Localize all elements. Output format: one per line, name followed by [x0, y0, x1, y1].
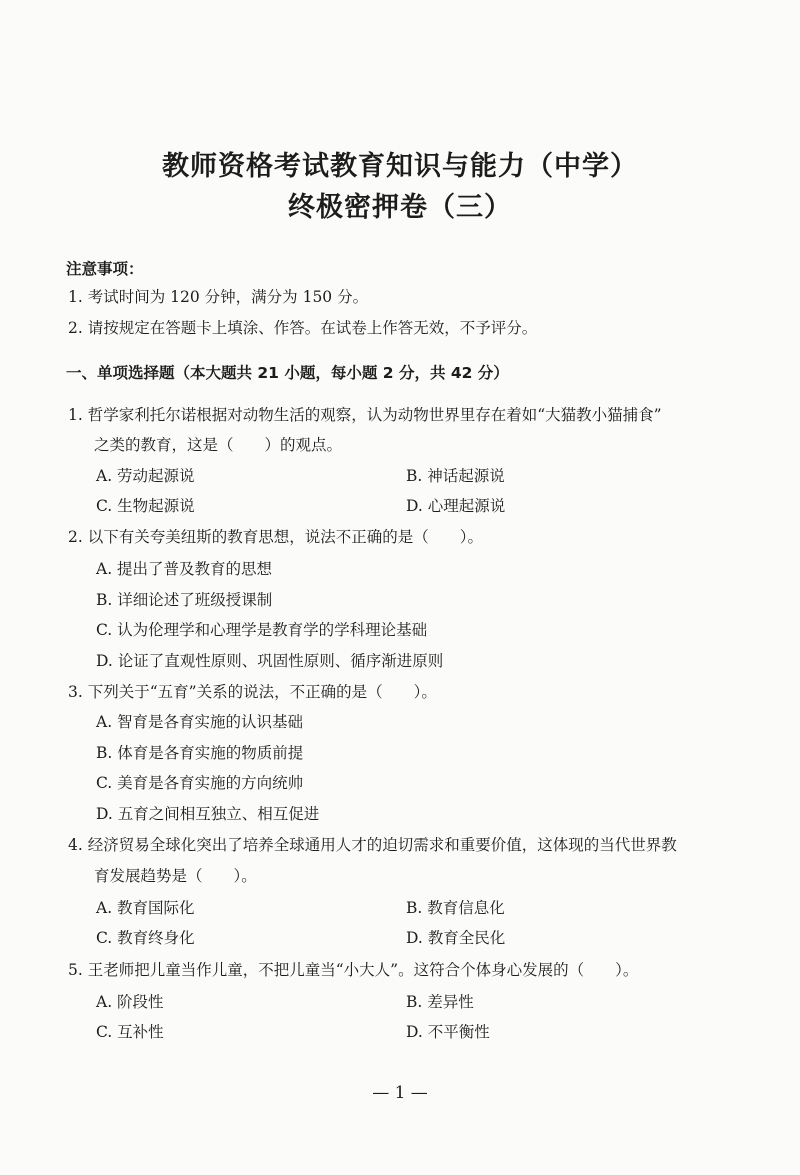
note-item: 2. 请按规定在答题卡上填涂、作答。在试卷上作答无效，不予评分。 [68, 319, 538, 337]
option-c: C. 认为伦理学和心理学是教育学的学科理论基础 [96, 621, 428, 639]
page-number: — 1 — [372, 1083, 428, 1103]
option-c: C. 教育终身化 [96, 929, 195, 947]
question-stem: 4. 经济贸易全球化突出了培养全球通用人才的迫切需求和重要价值，这体现的当代世界教 [68, 836, 677, 854]
question-stem: 1. 哲学家利托尔诺根据对动物生活的观察，认为动物世界里存在着如“大猫教小猫捕食” [68, 406, 662, 424]
option-c: C. 互补性 [96, 1023, 164, 1041]
question-stem: 5. 王老师把儿童当作儿童，不把儿童当“小大人”。这符合个体身心发展的（ ）。 [68, 961, 639, 979]
option-a: A. 智育是各育实施的认识基础 [96, 713, 304, 731]
option-b: B. 教育信息化 [406, 899, 505, 917]
note-item: 1. 考试时间为 120 分钟，满分为 150 分。 [68, 288, 369, 306]
option-c: C. 美育是各育实施的方向统帅 [96, 774, 304, 792]
option-d: D. 论证了直观性原则、巩固性原则、循序渐进原则 [96, 652, 444, 670]
option-d: D. 心理起源说 [406, 497, 506, 515]
option-a: A. 劳动起源说 [96, 467, 195, 485]
option-d: D. 教育全民化 [406, 929, 506, 947]
option-a: A. 阶段性 [96, 993, 164, 1011]
question-stem: 之类的教育，这是（ ）的观点。 [94, 436, 343, 454]
option-a: A. 提出了普及教育的思想 [96, 560, 273, 578]
option-c: C. 生物起源说 [96, 497, 195, 515]
option-d: D. 五育之间相互独立、相互促进 [96, 805, 320, 823]
option-a: A. 教育国际化 [96, 899, 195, 917]
notes-heading: 注意事项： [66, 260, 144, 278]
exam-subtitle: 终极密押卷（三） [288, 192, 512, 223]
option-b: B. 神话起源说 [406, 467, 505, 485]
option-b: B. 详细论述了班级授课制 [96, 591, 273, 609]
question-stem: 3. 下列关于“五育”关系的说法，不正确的是（ ）。 [68, 683, 437, 701]
option-b: B. 体育是各育实施的物质前提 [96, 744, 304, 762]
section-heading: 一、单项选择题（本大题共 21 小题，每小题 2 分，共 42 分） [66, 364, 509, 382]
option-b: B. 差异性 [406, 993, 474, 1011]
question-stem: 2. 以下有关夸美纽斯的教育思想，说法不正确的是（ ）。 [68, 528, 483, 546]
option-d: D. 不平衡性 [406, 1023, 490, 1041]
exam-title: 教师资格考试教育知识与能力（中学） [162, 151, 638, 182]
question-stem: 育发展趋势是（ ）。 [94, 867, 257, 885]
